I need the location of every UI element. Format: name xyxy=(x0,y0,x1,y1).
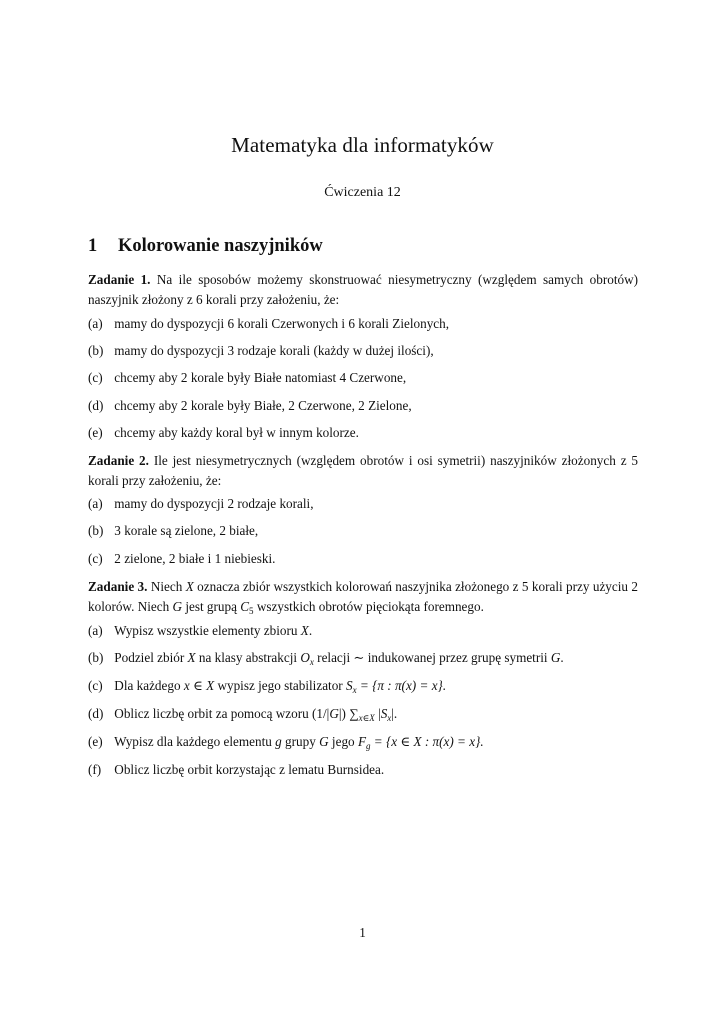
task2-heading: Zadanie 2. xyxy=(88,453,149,468)
math-run: S xyxy=(346,678,353,693)
text-run: |) ∑ xyxy=(338,706,359,721)
math-run: F xyxy=(357,734,366,749)
item-text: chcemy aby 2 korale były Białe, 2 Czerwone, 2 Zielone, xyxy=(114,398,412,413)
task1-item-d xyxy=(88,396,638,416)
math-run: G xyxy=(329,706,339,721)
item-label: (e) xyxy=(88,425,103,440)
task1-heading: Zadanie 1. xyxy=(88,272,151,287)
task1-text: Na ile sposobów możemy skonstruować niesymetryczny (względem samych obrotów) naszyjnik złożony z 6 korali przy założeniu, że: xyxy=(88,272,639,307)
text-run: Wypisz wszystkie elementy zbioru xyxy=(114,623,301,638)
text-run: | xyxy=(374,706,381,721)
section-heading xyxy=(88,236,323,257)
item-label: (e) xyxy=(88,734,103,749)
task3-heading: Zadanie 3. xyxy=(88,579,148,594)
item-text: Oblicz liczbę orbit korzystając z lematu Burnsidea. xyxy=(114,762,385,777)
text-run: grupy xyxy=(281,734,320,749)
math-run: X xyxy=(187,650,196,665)
task1-item-b xyxy=(88,341,638,361)
item-text: chcemy aby każdy koral był w innym kolorze. xyxy=(114,425,359,440)
math-run: G xyxy=(319,734,329,749)
math-run: X xyxy=(300,623,309,638)
text-run: jest grupą xyxy=(182,599,241,614)
math-subscript: g xyxy=(366,741,371,751)
item-label: (a) xyxy=(88,316,103,331)
item-label: (c) xyxy=(88,551,103,566)
item-label: (d) xyxy=(88,398,104,413)
text-run: . xyxy=(560,650,564,665)
task3-item-a xyxy=(88,621,638,641)
text-run: . xyxy=(308,623,313,638)
document-subtitle: Ćwiczenia 12 xyxy=(324,185,401,200)
text-run: ∈ xyxy=(189,678,207,693)
math-run: C xyxy=(240,599,250,614)
text-run: Podziel zbiór xyxy=(114,650,188,665)
task3-item-d xyxy=(88,704,638,728)
text-run: na klasy abstrakcji xyxy=(195,650,301,665)
task2-item-a xyxy=(88,494,638,514)
page-number: 1 xyxy=(359,925,366,940)
math-run: X xyxy=(185,579,194,594)
document-title: Matematyka dla informatyków xyxy=(231,133,494,157)
math-subscript: x∈X xyxy=(358,713,375,723)
item-text: 2 zielone, 2 białe i 1 niebieski. xyxy=(114,551,276,566)
math-run: O xyxy=(300,650,310,665)
item-text: 3 korale są zielone, 2 białe, xyxy=(114,523,259,538)
item-label: (d) xyxy=(88,706,104,721)
math-run: S xyxy=(380,706,388,721)
text-run: wszystkich obrotów pięciokąta foremnego. xyxy=(253,599,484,614)
task1-paragraph xyxy=(88,270,638,310)
math-run: X xyxy=(206,678,215,693)
task3-item-f xyxy=(88,760,638,780)
math-subscript: x xyxy=(352,685,357,695)
item-text: chcemy aby 2 korale były Białe natomiast 4 Czerwone, xyxy=(114,370,407,385)
item-text: mamy do dyspozycji 3 rodzaje korali (każdy w dużej ilości), xyxy=(114,343,434,358)
math-run: = {x ∈ X : π(x) = x}. xyxy=(370,734,484,749)
item-label: (a) xyxy=(88,623,103,638)
task2-item-b xyxy=(88,521,638,541)
item-label: (c) xyxy=(88,678,103,693)
task2-text: Ile jest niesymetrycznych (względem obrotów i osi symetrii) naszyjników złożonych z 5 korali przy założeniu, że: xyxy=(88,453,639,488)
text-run: Oblicz liczbę orbit za pomocą wzoru (1/| xyxy=(114,706,330,721)
item-label: (a) xyxy=(88,496,103,511)
math-subscript: 5 xyxy=(249,606,254,616)
text-run: |. xyxy=(391,706,398,721)
text-run: Dla każdego xyxy=(114,678,184,693)
item-label: (c) xyxy=(88,370,103,385)
text-run: Niech xyxy=(150,579,186,594)
task3-item-e xyxy=(88,732,638,756)
item-text: mamy do dyspozycji 2 rodzaje korali, xyxy=(114,496,314,511)
task1-item-c xyxy=(88,368,638,388)
math-run: x xyxy=(183,678,190,693)
text-run: jego xyxy=(328,734,358,749)
section-title: Kolorowanie naszyjników xyxy=(118,236,323,256)
math-subscript: x xyxy=(387,713,392,723)
task3-item-c xyxy=(88,676,638,700)
task1-item-a xyxy=(88,314,638,334)
task1-item-e xyxy=(88,423,638,443)
task3-paragraph xyxy=(88,577,638,621)
task2-paragraph xyxy=(88,451,638,491)
text-run: wypisz jego stabilizator xyxy=(214,678,346,693)
task3-item-b xyxy=(88,648,638,672)
text-run: Wypisz dla każdego elementu xyxy=(114,734,276,749)
math-subscript: x xyxy=(309,657,314,667)
section-number: 1 xyxy=(88,236,98,256)
math-run: G xyxy=(172,599,183,614)
math-run: g xyxy=(275,734,282,749)
math-run: = {π : π(x) = x}. xyxy=(356,678,447,693)
item-label: (b) xyxy=(88,343,104,358)
item-label: (b) xyxy=(88,650,104,665)
item-label: (f) xyxy=(88,762,102,777)
item-text: mamy do dyspozycji 6 korali Czerwonych i 6 korali Zielonych, xyxy=(114,316,450,331)
text-run: relacji ∼ indukowanej przez grupę symetrii xyxy=(313,650,551,665)
math-run: G xyxy=(550,650,561,665)
item-label: (b) xyxy=(88,523,104,538)
task2-item-c xyxy=(88,549,638,569)
text-run: oznacza zbiór wszystkich kolorowań naszyjnika złożonego z 5 korali przy użyciu 2 kolorów. Niech xyxy=(88,579,638,614)
